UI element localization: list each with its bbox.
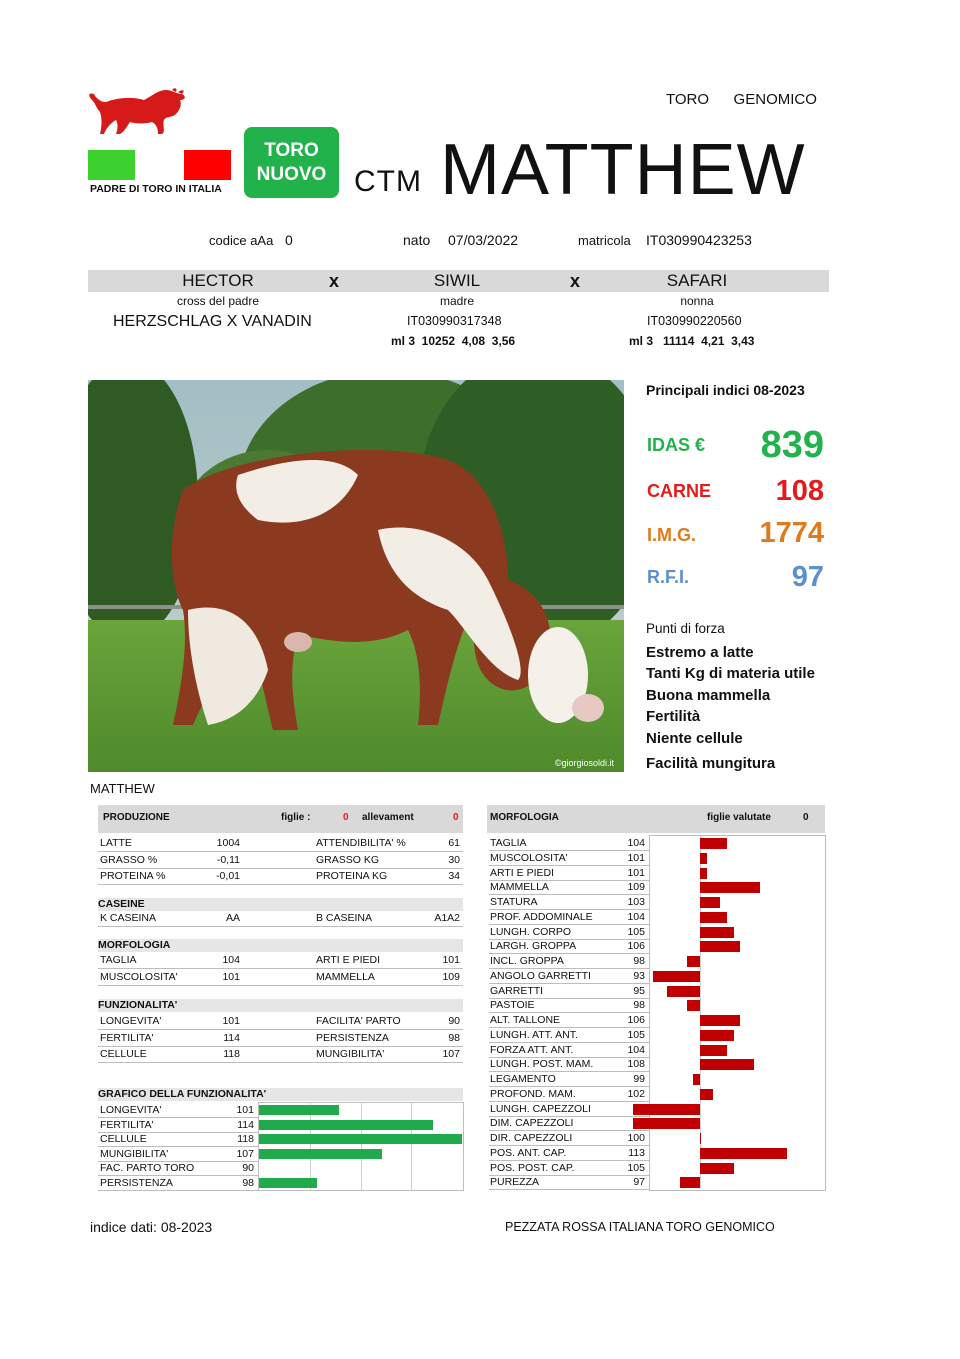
row-label-2: ARTI E PIEDI	[316, 954, 380, 966]
morfologia-row	[489, 1028, 649, 1043]
punti-title: Punti di forza	[646, 621, 725, 636]
morfologia-row	[489, 1102, 649, 1117]
row-label-1: PROTEINA %	[100, 870, 166, 882]
punto-1: Estremo a latte	[646, 644, 754, 661]
grafico-row	[98, 1132, 258, 1147]
morfologia-label: PASTOIE	[490, 999, 535, 1012]
morfologia-bar	[700, 1089, 713, 1100]
morfologia-bar	[693, 1074, 700, 1085]
grafico-row	[98, 1103, 258, 1118]
grafico-label: FAC. PARTO TORO	[100, 1162, 195, 1174]
caseine-title: CASEINE	[98, 898, 463, 911]
top-right-title: TORO GENOMICO	[666, 91, 817, 108]
morfologia-label: LUNGH. ATT. ANT.	[490, 1028, 578, 1041]
row-label-2: GRASSO KG	[316, 853, 380, 866]
morfologia-label: GARRETTI	[490, 984, 544, 997]
idas-value: 839	[760, 424, 824, 466]
morfologia-label: LARGH. GROPPA	[490, 940, 577, 953]
morfologia-bar	[700, 941, 740, 952]
morfologia-row	[489, 1161, 649, 1176]
morfologia-bar	[700, 838, 727, 849]
row-value-2: 30	[448, 853, 460, 866]
grafico-value: 114	[237, 1118, 254, 1131]
morfologia-value: 103	[627, 896, 645, 908]
morfologia-bar	[687, 1000, 700, 1011]
flag-green	[88, 150, 135, 180]
morfologia-value: 106	[627, 940, 645, 953]
mother-name: SIWIL	[433, 271, 481, 290]
grandmother-name: SAFARI	[666, 271, 728, 290]
row-value-1: AA	[225, 912, 240, 924]
morfologia-row	[489, 1116, 649, 1131]
punto-3: Buona mammella	[646, 687, 771, 704]
rfi-value: 97	[791, 561, 824, 593]
row-label-2: ATTENDIBILITA' %	[316, 837, 406, 849]
morfologia-value: 104	[627, 910, 645, 923]
row-value-2: A1A2	[434, 912, 460, 924]
father-name: HECTOR	[182, 271, 254, 290]
morfologia-value: 99	[633, 1073, 645, 1085]
morfologia-row	[489, 1146, 649, 1161]
grafico-row	[98, 1161, 258, 1176]
img-label: I.M.G.	[647, 525, 696, 545]
name-prefix: CTM	[354, 165, 422, 198]
morfologia-value: 109	[627, 881, 645, 894]
funzionalita-title: FUNZIONALITA'	[98, 999, 463, 1012]
morfologia-value: 98	[633, 955, 645, 967]
morfologia-row	[489, 836, 649, 851]
mother-id: IT030990317348	[407, 314, 502, 328]
pedigree-x1: x	[329, 271, 340, 291]
morfologia-label: POS. ANT. CAP.	[490, 1146, 567, 1159]
row-label-2: B CASEINA	[316, 912, 373, 924]
grafico-value: 90	[242, 1162, 254, 1174]
morfologia-bar	[653, 971, 700, 982]
badge-line2: NUOVO	[256, 163, 327, 185]
morfologia-value: 102	[627, 1087, 645, 1100]
padre-label: PADRE DI TORO IN ITALIA	[90, 183, 222, 195]
badge-line1: TORO	[264, 139, 319, 161]
morfologia-bar	[633, 1118, 700, 1129]
grafico-row	[98, 1118, 258, 1133]
morfologia-value: 101	[627, 851, 645, 864]
morfologia-bar	[700, 1045, 727, 1056]
allevament-value: 0	[453, 812, 459, 823]
morfologia-row	[489, 1013, 649, 1028]
punto-5: Niente cellule	[646, 730, 743, 747]
morfologia-bar	[700, 1015, 740, 1026]
morfologia-row	[489, 880, 649, 895]
morfologia-row	[489, 1131, 649, 1146]
morfologia-bar	[700, 1133, 701, 1144]
photo-credit: ©giorgiosoldi.it	[554, 758, 614, 768]
morfologia-label: LUNGH. CAPEZZOLI	[490, 1102, 591, 1115]
nato-value: 07/03/2022	[448, 232, 519, 248]
grafico-value: 118	[237, 1133, 254, 1145]
carne-value: 108	[775, 475, 824, 507]
morfologia-bar	[700, 853, 707, 864]
grandmother-id: IT030990220560	[647, 314, 742, 328]
grafico-row	[98, 1147, 258, 1162]
morfologia-row	[489, 866, 649, 881]
morfologia-bar	[700, 1148, 787, 1159]
img-value: 1774	[759, 517, 824, 549]
grafico-label: CELLULE	[100, 1133, 147, 1145]
morfologia-bar	[700, 912, 727, 923]
matricola-label: matricola	[578, 233, 631, 248]
grafico-value: 101	[236, 1104, 254, 1116]
tables-title: MATTHEW	[90, 781, 155, 796]
figlie-label: figlie :	[281, 812, 311, 823]
table-row	[98, 853, 463, 869]
row-value-2: 107	[442, 1048, 460, 1060]
morfologia-value: 97	[633, 1176, 645, 1189]
table-row	[98, 911, 463, 927]
morfologia-label: MUSCOLOSITA'	[490, 851, 568, 864]
morfologia-value: 93	[633, 969, 645, 982]
carne-label: CARNE	[647, 481, 712, 501]
morfologia-label: POS. POST. CAP.	[490, 1161, 575, 1174]
row-value-2: 61	[448, 837, 460, 849]
row-value-1: 114	[223, 1031, 240, 1044]
morfologia-label: PROFOND. MAM.	[490, 1087, 576, 1100]
morfologia-value: 98	[633, 999, 645, 1012]
row-label-1: CELLULE	[100, 1048, 147, 1060]
row-label-1: MUSCOLOSITA'	[100, 970, 178, 983]
morfologia-row	[489, 925, 649, 940]
row-label-1: FERTILITA'	[100, 1031, 154, 1044]
bull-logo-icon	[86, 88, 188, 138]
figlie-valutate-value: 0	[803, 812, 809, 823]
table-row	[98, 869, 463, 885]
row-label-1: LATTE	[100, 837, 132, 849]
morfologia-row	[489, 954, 649, 969]
grafico-label: FERTILITA'	[100, 1118, 154, 1131]
table-row	[98, 953, 463, 969]
morfologia-value: 106	[627, 1014, 645, 1026]
rfi-label: R.F.I.	[647, 567, 690, 587]
nato-label: nato	[403, 232, 431, 248]
grafico-value: 107	[236, 1147, 254, 1160]
morfologia-row	[489, 998, 649, 1013]
grafico-bar	[259, 1134, 462, 1144]
morfologia-row	[489, 910, 649, 925]
morfologia-label: TAGLIA	[490, 837, 527, 849]
morfologia-row	[489, 1087, 649, 1102]
flag-white	[135, 150, 182, 180]
morfologia-bar	[700, 1059, 754, 1070]
row-label-1: TAGLIA	[100, 954, 137, 966]
morfologia-bar	[680, 1177, 700, 1188]
morfologia-title: MORFOLOGIA	[490, 812, 559, 823]
row-label-2: PROTEINA KG	[316, 870, 388, 882]
grafico-gridline	[361, 1103, 362, 1190]
grafico-bar	[259, 1105, 339, 1115]
grafico-bar	[259, 1120, 433, 1130]
allevament-label: allevament	[362, 812, 414, 823]
row-value-2: 101	[442, 954, 460, 966]
row-value-1: 118	[223, 1048, 240, 1060]
grandmother-sub: nonna	[680, 294, 714, 308]
grafico-row	[98, 1176, 258, 1191]
morfologia-bar	[700, 882, 760, 893]
morfologia-label: ARTI E PIEDI	[490, 866, 554, 879]
row-value-1: 101	[222, 970, 240, 983]
table-row	[98, 970, 463, 986]
morfologia-label: ANGOLO GARRETTI	[490, 969, 591, 982]
row-label-2: MUNGIBILITA'	[316, 1048, 385, 1060]
flag-red	[184, 150, 231, 180]
row-label-2: FACILITA' PARTO	[316, 1015, 401, 1027]
morfologia-row	[489, 984, 649, 999]
morfologia-bar	[700, 868, 707, 879]
row-value-2: 90	[448, 1015, 460, 1027]
row-value-1: 104	[222, 954, 240, 966]
morfologia-value: 108	[627, 1058, 645, 1071]
morfologia-row	[489, 851, 649, 866]
idas-label: IDAS €	[647, 435, 706, 455]
morfologia-label: MAMMELLA	[490, 881, 549, 894]
morfologia-bar	[667, 986, 701, 997]
bull-photo	[88, 380, 624, 772]
indici-title: Principali indici 08-2023	[646, 382, 805, 398]
row-value-2: 98	[448, 1031, 460, 1044]
grafico-bar	[259, 1149, 382, 1159]
morfologia-row	[489, 939, 649, 954]
morfologia-row	[489, 1057, 649, 1072]
row-value-2: 34	[448, 870, 460, 882]
row-value-1: -0,01	[216, 870, 240, 882]
morfologia-value: 105	[627, 1028, 645, 1041]
morfologia-label: LUNGH. POST. MAM.	[490, 1058, 594, 1071]
father-cross: HERZSCHLAG X VANADIN	[113, 313, 312, 330]
morfologia-row	[489, 1175, 649, 1190]
bull-name: MATTHEW	[440, 130, 806, 210]
codice-value: 0	[285, 232, 293, 248]
morfologia-bar	[633, 1104, 700, 1115]
morfologia-row	[489, 895, 649, 910]
row-label-2: PERSISTENZA	[316, 1031, 389, 1044]
mother-lactation: ml 3 10252 4,08 3,56	[391, 334, 516, 348]
morfologia-section-title: MORFOLOGIA	[98, 939, 463, 952]
mother-sub: madre	[439, 294, 474, 308]
morfologia-label: ALT. TALLONE	[490, 1014, 561, 1026]
grafico-label: MUNGIBILITA'	[100, 1147, 169, 1160]
pedigree-x2: x	[570, 271, 581, 291]
produzione-title: PRODUZIONE	[103, 812, 170, 823]
table-row	[98, 1014, 463, 1030]
morfologia-label: STATURA	[490, 896, 538, 908]
morfologia-bar	[700, 1163, 734, 1174]
figlie-valutate-label: figlie valutate	[707, 812, 771, 823]
morfologia-label: DIM. CAPEZZOLI	[490, 1117, 574, 1130]
toro-nuovo-badge	[244, 127, 339, 198]
morfologia-bar	[700, 927, 734, 938]
morfologia-label: PROF. ADDOMINALE	[490, 910, 593, 923]
codice-label: codice aAa	[209, 233, 274, 248]
row-value-1: -0,11	[216, 853, 240, 866]
punto-4: Fertilità	[646, 708, 701, 725]
grafico-title: GRAFICO DELLA FUNZIONALITA'	[98, 1088, 463, 1101]
row-value-1: 1004	[216, 837, 240, 849]
row-label-1: GRASSO %	[100, 853, 158, 866]
morfologia-label: INCL. GROPPA	[490, 955, 564, 967]
matricola-value: IT030990423253	[646, 232, 752, 248]
morfologia-row	[489, 969, 649, 984]
row-label-1: LONGEVITA'	[100, 1015, 162, 1027]
morfologia-row	[489, 1072, 649, 1087]
table-row	[98, 836, 463, 852]
morfologia-label: FORZA ATT. ANT.	[490, 1043, 574, 1056]
grafico-gridline	[411, 1103, 412, 1190]
morfologia-label: PUREZZA	[490, 1176, 540, 1189]
morfologia-value: 104	[627, 837, 645, 849]
morfologia-value: 105	[627, 925, 645, 938]
row-value-2: 109	[442, 970, 460, 983]
morfologia-value: 105	[627, 1161, 645, 1174]
grafico-bar	[259, 1178, 317, 1188]
row-label-1: K CASEINA	[100, 912, 157, 924]
table-row	[98, 1047, 463, 1063]
footer-right: PEZZATA ROSSA ITALIANA TORO GENOMICO	[505, 1220, 775, 1234]
grafico-value: 98	[242, 1176, 254, 1189]
morfologia-value: 95	[633, 984, 645, 997]
grafico-label: PERSISTENZA	[100, 1176, 173, 1189]
punto-2: Tanti Kg di materia utile	[646, 665, 815, 682]
figlie-value: 0	[343, 812, 349, 823]
morfologia-value: 101	[627, 866, 645, 879]
grafico-label: LONGEVITA'	[100, 1104, 162, 1116]
punto-6: Facilità mungitura	[646, 755, 776, 772]
morfologia-bar	[687, 956, 700, 967]
morfologia-value: 100	[627, 1132, 645, 1144]
morfologia-label: DIR. CAPEZZOLI	[490, 1132, 573, 1144]
morfologia-bar	[700, 897, 720, 908]
footer-left: indice dati: 08-2023	[90, 1219, 213, 1235]
morfologia-value: 113	[628, 1146, 645, 1159]
morfologia-row	[489, 1043, 649, 1058]
row-label-2: MAMMELLA	[316, 970, 375, 983]
father-sub: cross del padre	[176, 294, 260, 308]
morfologia-label: LEGAMENTO	[490, 1073, 556, 1085]
grandmother-lactation: ml 3 11114 4,21 3,43	[629, 334, 755, 348]
table-row	[98, 1031, 463, 1047]
row-value-1: 101	[222, 1015, 240, 1027]
morfologia-label: LUNGH. CORPO	[490, 925, 572, 938]
morfologia-bar	[700, 1030, 734, 1041]
morfologia-value: 104	[627, 1043, 645, 1056]
